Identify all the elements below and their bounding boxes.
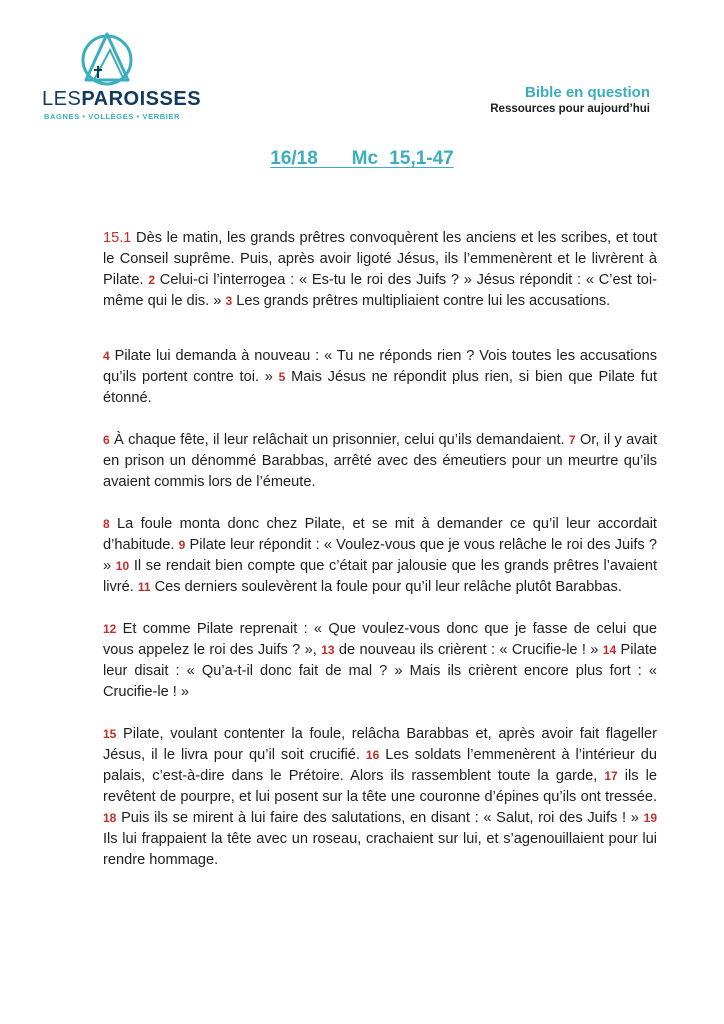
- verse-number: 15.1: [103, 230, 132, 246]
- verse-text: À chaque fête, il leur relâchait un prisonnier, celui qu’ils demandaient.: [109, 432, 569, 448]
- paragraph: [103, 514, 657, 598]
- header-subtitle: Ressources pour aujourd’hui: [490, 103, 650, 115]
- verse-number: 2: [148, 273, 156, 287]
- paragraph: [103, 346, 657, 409]
- scripture-text: [103, 228, 657, 892]
- verse-text: Il se rendait bien compte que c’était par jalousie que les grands prêtres l’avaient livré.: [103, 558, 657, 595]
- doc-title: 16/18 Mc 15,1-47: [270, 148, 454, 169]
- paragraph: [103, 724, 657, 871]
- verse-number: 3: [225, 294, 233, 308]
- verse-text: Les grands prêtres multipliaient contre lui les accusations.: [232, 293, 611, 309]
- verse-number: 15: [103, 727, 117, 741]
- verse-number: 14: [602, 643, 617, 657]
- verse-text: Et comme Pilate reprenait : « Que voulez-vous donc que je fasse de celui que vous appelez le roi des Juifs ? »,: [103, 621, 657, 658]
- verse-number: 7: [568, 433, 576, 447]
- verse-text: Ils lui frappaient la tête avec un roseau, crachaient sur lui, et s’agenouillaient pour lui rendre hommage.: [103, 831, 657, 868]
- logo-subtitle: BAGNES • VOLLÈGES • VERBIER: [44, 112, 181, 121]
- header-title: Bible en question: [524, 84, 650, 101]
- verse-text: Pilate lui demanda à nouveau : « Tu ne réponds rien ? Vois toutes les accusations qu’ils portent contre toi. »: [103, 348, 657, 385]
- verse-text: de nouveau ils crièrent : « Crucifie-le ! »: [334, 642, 603, 658]
- verse-number: 12: [103, 622, 117, 636]
- verse-text: Les soldats l’emmenèrent à l’intérieur du palais, c’est-à-dire dans le Prétoire. Alors ils rassemblent toute la garde,: [103, 747, 657, 784]
- doc-title-wrap: [0, 148, 724, 170]
- verse-number: 5: [278, 370, 286, 384]
- logo-wordmark: [42, 88, 201, 111]
- parish-logo-icon: [80, 30, 134, 88]
- verse-number: 6: [103, 433, 110, 447]
- verse-number: 10: [115, 559, 130, 573]
- paragraph: [103, 228, 657, 312]
- verse-text: Or, il y avait en prison un dénommé Barabbas, arrêté avec des émeutiers pour un meurtre qu’ils avaient commis lors de l’émeute.: [103, 432, 657, 490]
- verse-number: 9: [178, 538, 186, 552]
- logo-word-main: PAROISSES: [81, 88, 202, 110]
- verse-text: Ces derniers soulevèrent la foule pour qu’il leur relâche plutôt Barabbas.: [150, 579, 622, 595]
- verse-text: La foule monta donc chez Pilate, et se mit à demander ce qu’il leur accordait d’habitude.: [103, 516, 657, 553]
- verse-number: 8: [103, 517, 110, 531]
- verse-text: Pilate, voulant contenter la foule, relâcha Barabbas et, après avoir fait flageller Jésus, il le livra pour qu’il soit crucifié.: [103, 726, 657, 763]
- logo-word-prefix: LES: [42, 88, 82, 110]
- verse-number: 19: [643, 811, 657, 825]
- verse-text: Puis ils se mirent à lui faire des salutations, en disant : « Salut, roi des Juifs ! »: [116, 810, 644, 826]
- verse-number: 16: [365, 748, 380, 762]
- verse-text: Celui-ci l’interrogea : « Es-tu le roi des Juifs ? » Jésus répondit : « C’est toi-même qui le dis. »: [103, 272, 657, 309]
- verse-text: Pilate leur répondit : « Voulez-vous que je vous relâche le roi des Juifs ? »: [103, 537, 658, 574]
- verse-text: Pilate leur disait : « Qu’a-t-il donc fait de mal ? » Mais ils crièrent encore plus fort : « Crucifie-le ! »: [103, 642, 657, 700]
- verse-text: ils le revêtent de pourpre, et lui posent sur la tête une couronne d’épines qu’ils ont tressée.: [103, 768, 657, 805]
- paragraph: [103, 430, 657, 493]
- paragraph: [103, 619, 657, 703]
- verse-number: 17: [604, 769, 618, 783]
- verse-number: 11: [137, 580, 151, 594]
- verse-number: 13: [321, 643, 335, 657]
- verse-number: 4: [103, 349, 110, 363]
- verse-number: 18: [103, 811, 117, 825]
- verse-text: Dès le matin, les grands prêtres convoquèrent les anciens et les scribes, et tout le Conseil suprême. Puis, après avoir ligoté Jésus, ils l’emmenèrent et le livrèrent à Pilate.: [103, 230, 657, 288]
- header: [490, 84, 650, 117]
- verse-text: Mais Jésus ne répondit plus rien, si bien que Pilate fut étonné.: [103, 369, 658, 406]
